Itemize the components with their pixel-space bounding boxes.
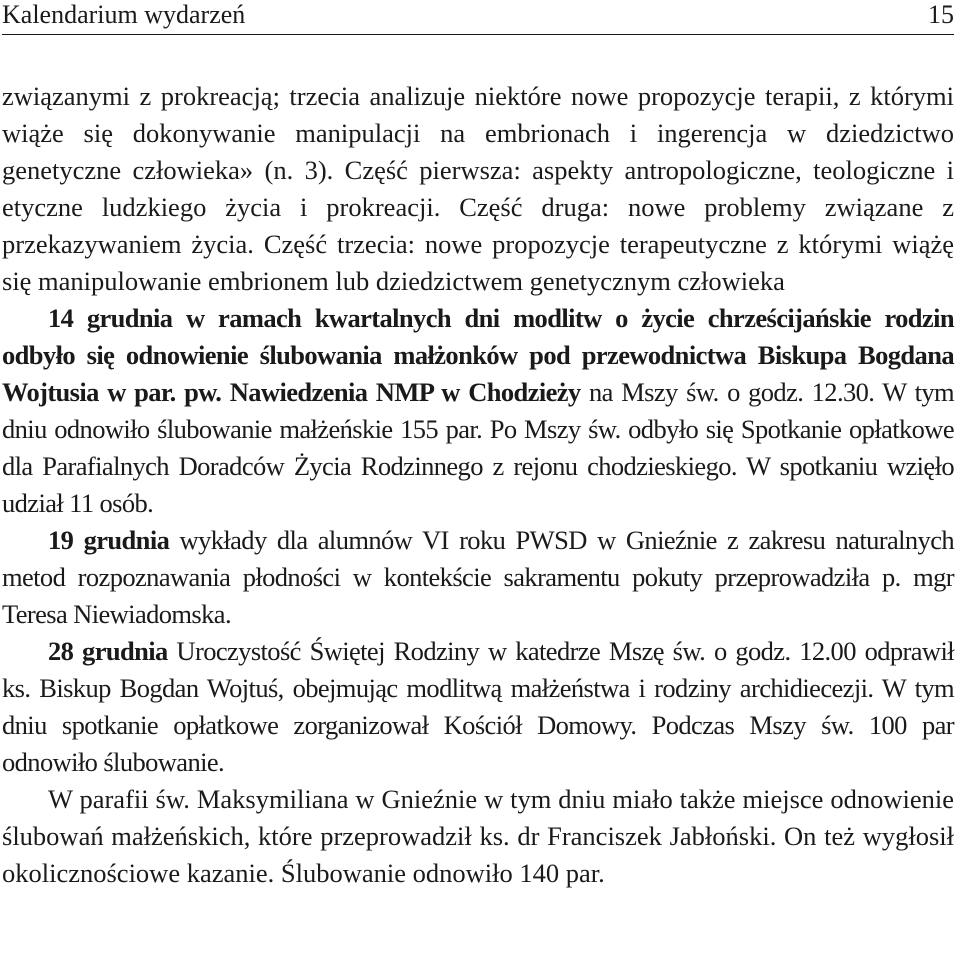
running-title: Kalendarium wydarzeń — [2, 0, 246, 29]
event-date-bold: 14 grudnia w ramach kwartalnych dni modlitw o życie chrześcijańskie rodzin odbyło się odnowienie ślubowania małżonków pod przewodnictwa Biskupa Bogdana Wojtusia w par. pw. Nawiedzenia NMP w Chodzieży — [2, 303, 954, 407]
paragraph-14-grudnia: 14 grudnia w ramach kwartalnych dni modlitw o życie chrześcijańskie rodzin odbyło się odnowienie ślubowania małżonków pod przewodnictwa Biskupa Bogdana Wojtusia w par. pw. Nawiedzenia NMP w Chodzieży na Mszy św. o godz. 12.30. W tym dniu odnowiło ślubowanie małżeńskie 155 par. Po Mszy św. odbyło się Spotkanie opłatkowe dla Parafialnych Doradców Życia Rodzinnego z rejonu chodzieskiego. W spotkaniu wzięło udział 11 osób. — [2, 303, 954, 518]
paragraph-19-grudnia: 19 grudnia wykłady dla alumnów VI roku PWSD w Gnieźnie z zakresu naturalnych metod rozpoznawania płodności w kontekście sakramentu pokuty przeprowadziła p. mgr Teresa Niewiadomska. — [2, 525, 955, 629]
event-date-bold: 28 grudnia — [48, 636, 168, 666]
paragraph-parafia-maksymiliana: W parafii św. Maksymiliana w Gnieźnie w tym dniu miało także miejsce odnowienie ślubowań małżeńskich, które przeprowadził ks. dr Franciszek Jabłoński. On też wygłosił okolicznościowe kazanie. Ślubowanie odnowiło 140 par. — [2, 784, 954, 888]
event-date-bold: 19 grudnia — [48, 525, 170, 555]
body-text — [2, 78, 954, 892]
paragraph-continuation: związanymi z prokreacją; trzecia analizuje niektóre nowe propozycje terapii, z którymi wiąże się dokonywanie manipulacji na embrionach i ingerencja w dziedzictwo genetyczne człowieka» (n. 3). Część pierwsza: aspekty antropologiczne, teologiczne i etyczne ludzkiego życia i prokreacji. Część druga: nowe problemy związane z przekazywaniem życia. Część trzecia: nowe propozycje terapeutyczne z którymi wiążę się manipulowanie embrionem lub dziedzictwem genetycznym człowieka — [2, 81, 954, 296]
page-number: 15 — [928, 0, 954, 29]
paragraph-28-grudnia: 28 grudnia Uroczystość Świętej Rodziny w katedrze Mszę św. o godz. 12.00 odprawił ks. Biskup Bogdan Wojtuś, obejmując modlitwą małżeństwa i rodziny archidiecezji. W tym dniu spotkanie opłatkowe zorganizował Kościół Domowy. Podczas Mszy św. 100 par odnowiło ślubowanie. — [2, 636, 954, 777]
running-header — [2, 0, 954, 35]
